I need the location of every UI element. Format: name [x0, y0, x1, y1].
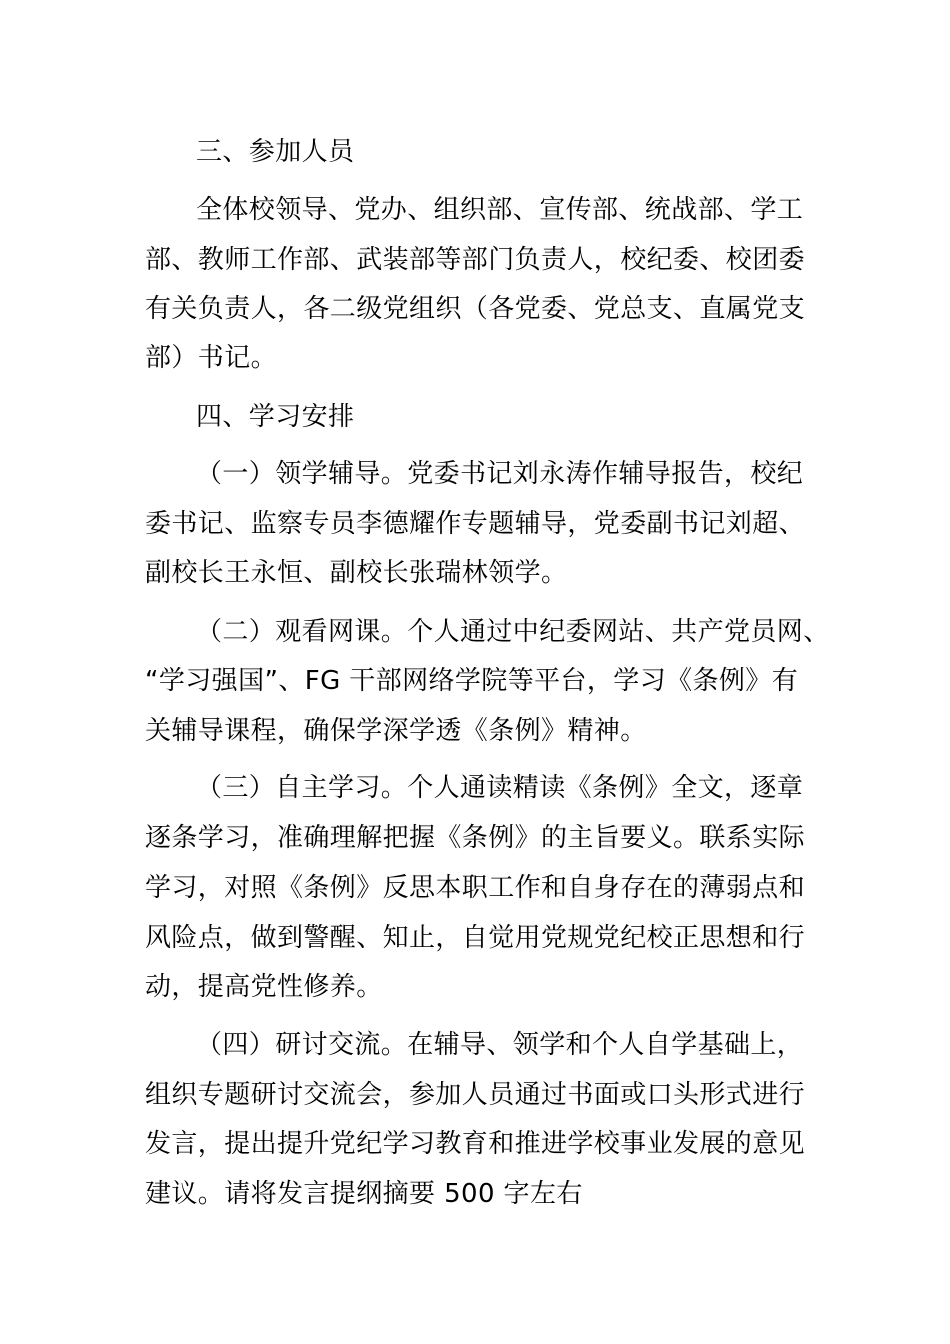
section-heading: 四、学习安排	[196, 402, 355, 432]
paragraph-line: （一）领学辅导。党委书记刘永涛作辅导报告，校纪	[196, 459, 804, 489]
section-heading: 三、参加人员	[196, 137, 355, 167]
paragraph-line: （四）研讨交流。在辅导、领学和个人自学基础上，	[196, 1030, 804, 1060]
paragraph-line: 副校长王永恒、副校长张瑞林领学。	[145, 558, 568, 588]
paragraph-line: 委书记、监察专员李德耀作专题辅导，党委副书记刘超、	[145, 509, 806, 539]
paragraph-line: 全体校领导、党办、组织部、宣传部、统战部、学工	[196, 195, 804, 225]
paragraph-line: 部、教师工作部、武装部等部门负责人，校纪委、校团委	[145, 245, 806, 275]
paragraph-line: 建议。请将发言提纲摘要 500 字左右	[145, 1179, 583, 1209]
paragraph-line: “学习强国”、FG 干部网络学院等平台，学习《条例》有	[145, 666, 799, 696]
paragraph-line: （二）观看网课。个人通过中纪委网站、共产党员网、	[196, 617, 830, 647]
paragraph-line: （三）自主学习。个人通读精读《条例》全文，逐章	[196, 773, 804, 803]
paragraph-line: 发言，提出提升党纪学习教育和推进学校事业发展的意见	[145, 1129, 806, 1159]
paragraph-line: 部）书记。	[145, 343, 278, 373]
paragraph-line: 关辅导课程，确保学深学透《条例》精神。	[145, 716, 647, 746]
paragraph-line: 风险点，做到警醒、知止，自觉用党规党纪校正思想和行	[145, 923, 806, 953]
paragraph-line: 动，提高党性修养。	[145, 972, 383, 1002]
paragraph-line: 组织专题研讨交流会，参加人员通过书面或口头形式进行	[145, 1080, 806, 1110]
paragraph-line: 学习，对照《条例》反思本职工作和自身存在的薄弱点和	[145, 873, 806, 903]
paragraph-line: 逐条学习，准确理解把握《条例》的主旨要义。联系实际	[145, 823, 806, 853]
paragraph-line: 有关负责人，各二级党组织（各党委、党总支、直属党支	[145, 294, 806, 324]
